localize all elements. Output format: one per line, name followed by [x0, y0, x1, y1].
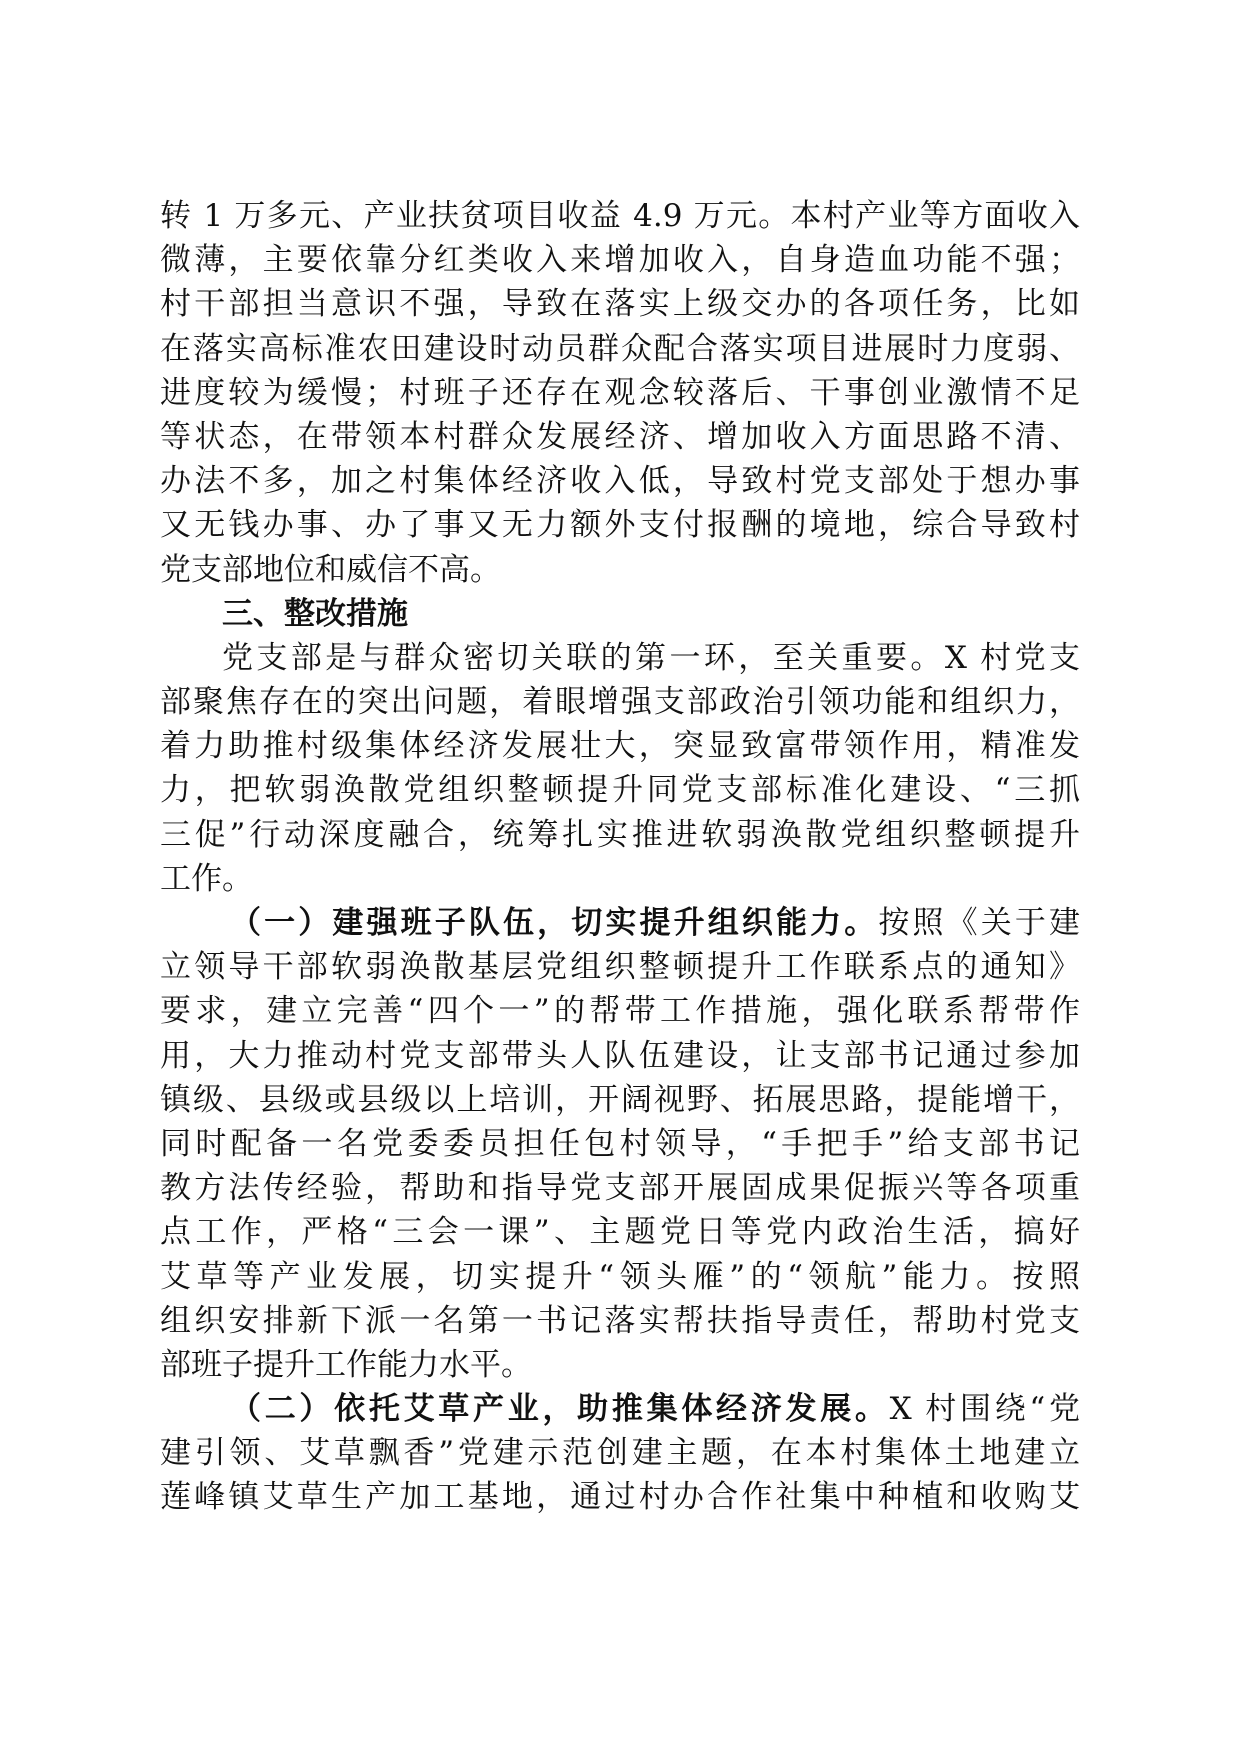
subsection-line	[160, 901, 1080, 945]
subsection-text: 按照《关于建	[878, 905, 1080, 941]
subsection-heading: （一）建强班子队伍，切实提升组织能力。	[230, 905, 879, 941]
paragraph-line: 着力助推村级集体经济发展壮大，突显致富带领作用，精准发	[160, 728, 1080, 765]
paragraph-line: 在落实高标准农田建设时动员群众配合落实项目进展时力度弱、	[160, 330, 1080, 367]
document-body	[160, 194, 1080, 1520]
paragraph-line: 艾草等产业发展，切实提升“领头雁”的“领航”能力。按照	[160, 1258, 1080, 1295]
paragraph-line: 微薄，主要依靠分红类收入来增加收入，自身造血功能不强；	[160, 242, 1080, 279]
paragraph-line: 要求，建立完善“四个一”的帮带工作措施，强化联系帮带作	[160, 993, 1080, 1030]
paragraph-line: 进度较为缓慢；村班子还存在观念较落后、干事创业激情不足	[160, 374, 1080, 411]
paragraph-line: 教方法传经验，帮助和指导党支部开展固成果促振兴等各项重	[160, 1170, 1080, 1207]
paragraph-line: 等状态，在带领本村群众发展经济、增加收入方面思路不清、	[160, 418, 1080, 455]
paragraph-line: 镇级、县级或县级以上培训，开阔视野、拓展思路，提能增干，	[160, 1081, 1080, 1118]
paragraph-line: 力，把软弱涣散党组织整顿提升同党支部标准化建设、“三抓	[160, 772, 1080, 809]
paragraph-line: 同时配备一名党委委员担任包村领导，“手把手”给支部书记	[160, 1125, 1080, 1162]
paragraph-line: 办法不多，加之村集体经济收入低，导致村党支部处于想办事	[160, 463, 1080, 500]
paragraph-line: 组织安排新下派一名第一书记落实帮扶指导责任，帮助村党支	[160, 1302, 1080, 1339]
paragraph-line: 用，大力推动村党支部带头人队伍建设，让支部书记通过参加	[160, 1037, 1080, 1074]
paragraph-line: 立领导干部软弱涣散基层党组织整顿提升工作联系点的通知》	[160, 949, 1080, 986]
section-heading: 三、整改措施	[222, 595, 408, 632]
paragraph-line: 党支部地位和威信不高。	[160, 551, 501, 588]
paragraph-line: 部聚焦存在的突出问题，着眼增强支部政治引领功能和组织力，	[160, 684, 1080, 721]
subsection-line	[160, 1387, 1080, 1431]
paragraph-line: 又无钱办事、办了事又无力额外支付报酬的境地，综合导致村	[160, 507, 1080, 544]
paragraph-line: 建引领、艾草飘香”党建示范创建主题，在本村集体土地建立	[160, 1435, 1080, 1472]
paragraph-line: 三促”行动深度融合，统筹扎实推进软弱涣散党组织整顿提升	[160, 816, 1080, 853]
subsection-heading: （二）依托艾草产业，助推集体经济发展。	[230, 1391, 890, 1428]
paragraph-line: 转 1 万多元、产业扶贫项目收益 4.9 万元。本村产业等方面收入	[160, 198, 1080, 234]
subsection-text: X 村围绕“党	[889, 1391, 1080, 1428]
paragraph-line: 党支部是与群众密切关联的第一环，至关重要。X 村党支	[222, 639, 1080, 676]
paragraph-line: 工作。	[160, 860, 253, 897]
paragraph-line: 部班子提升工作能力水平。	[160, 1346, 532, 1383]
paragraph-line: 莲峰镇艾草生产加工基地，通过村办合作社集中种植和收购艾	[160, 1479, 1080, 1516]
paragraph-line: 点工作，严格“三会一课”、主题党日等党内政治生活，搞好	[160, 1214, 1080, 1251]
paragraph-line: 村干部担当意识不强，导致在落实上级交办的各项任务，比如	[160, 286, 1080, 323]
